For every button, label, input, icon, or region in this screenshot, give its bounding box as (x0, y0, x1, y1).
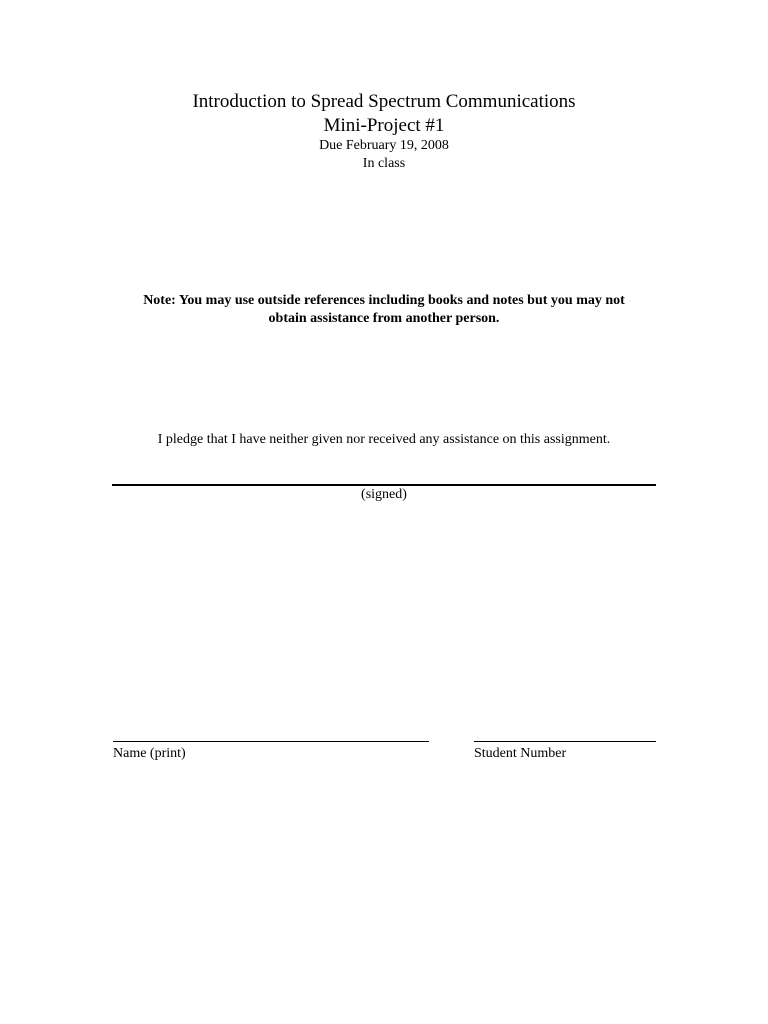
project-title: Mini-Project #1 (323, 115, 445, 136)
note-line-2: obtain assistance from another person. (268, 311, 500, 326)
pledge-statement: I pledge that I have neither given nor received any assistance on this assignment. (157, 432, 611, 447)
student-number-label: Student Number (474, 746, 567, 761)
name-print-label: Name (print) (113, 746, 186, 761)
name-print-line (113, 741, 429, 742)
note-block (100, 292, 668, 328)
submission-location: In class (362, 156, 406, 171)
note-line-1: Note: You may use outside references including books and notes but you may not (143, 293, 625, 308)
document-title: Introduction to Spread Spectrum Communications (192, 91, 576, 112)
signature-caption: (signed) (361, 487, 407, 502)
student-number-line (474, 741, 656, 742)
due-date: Due February 19, 2008 (319, 138, 449, 153)
